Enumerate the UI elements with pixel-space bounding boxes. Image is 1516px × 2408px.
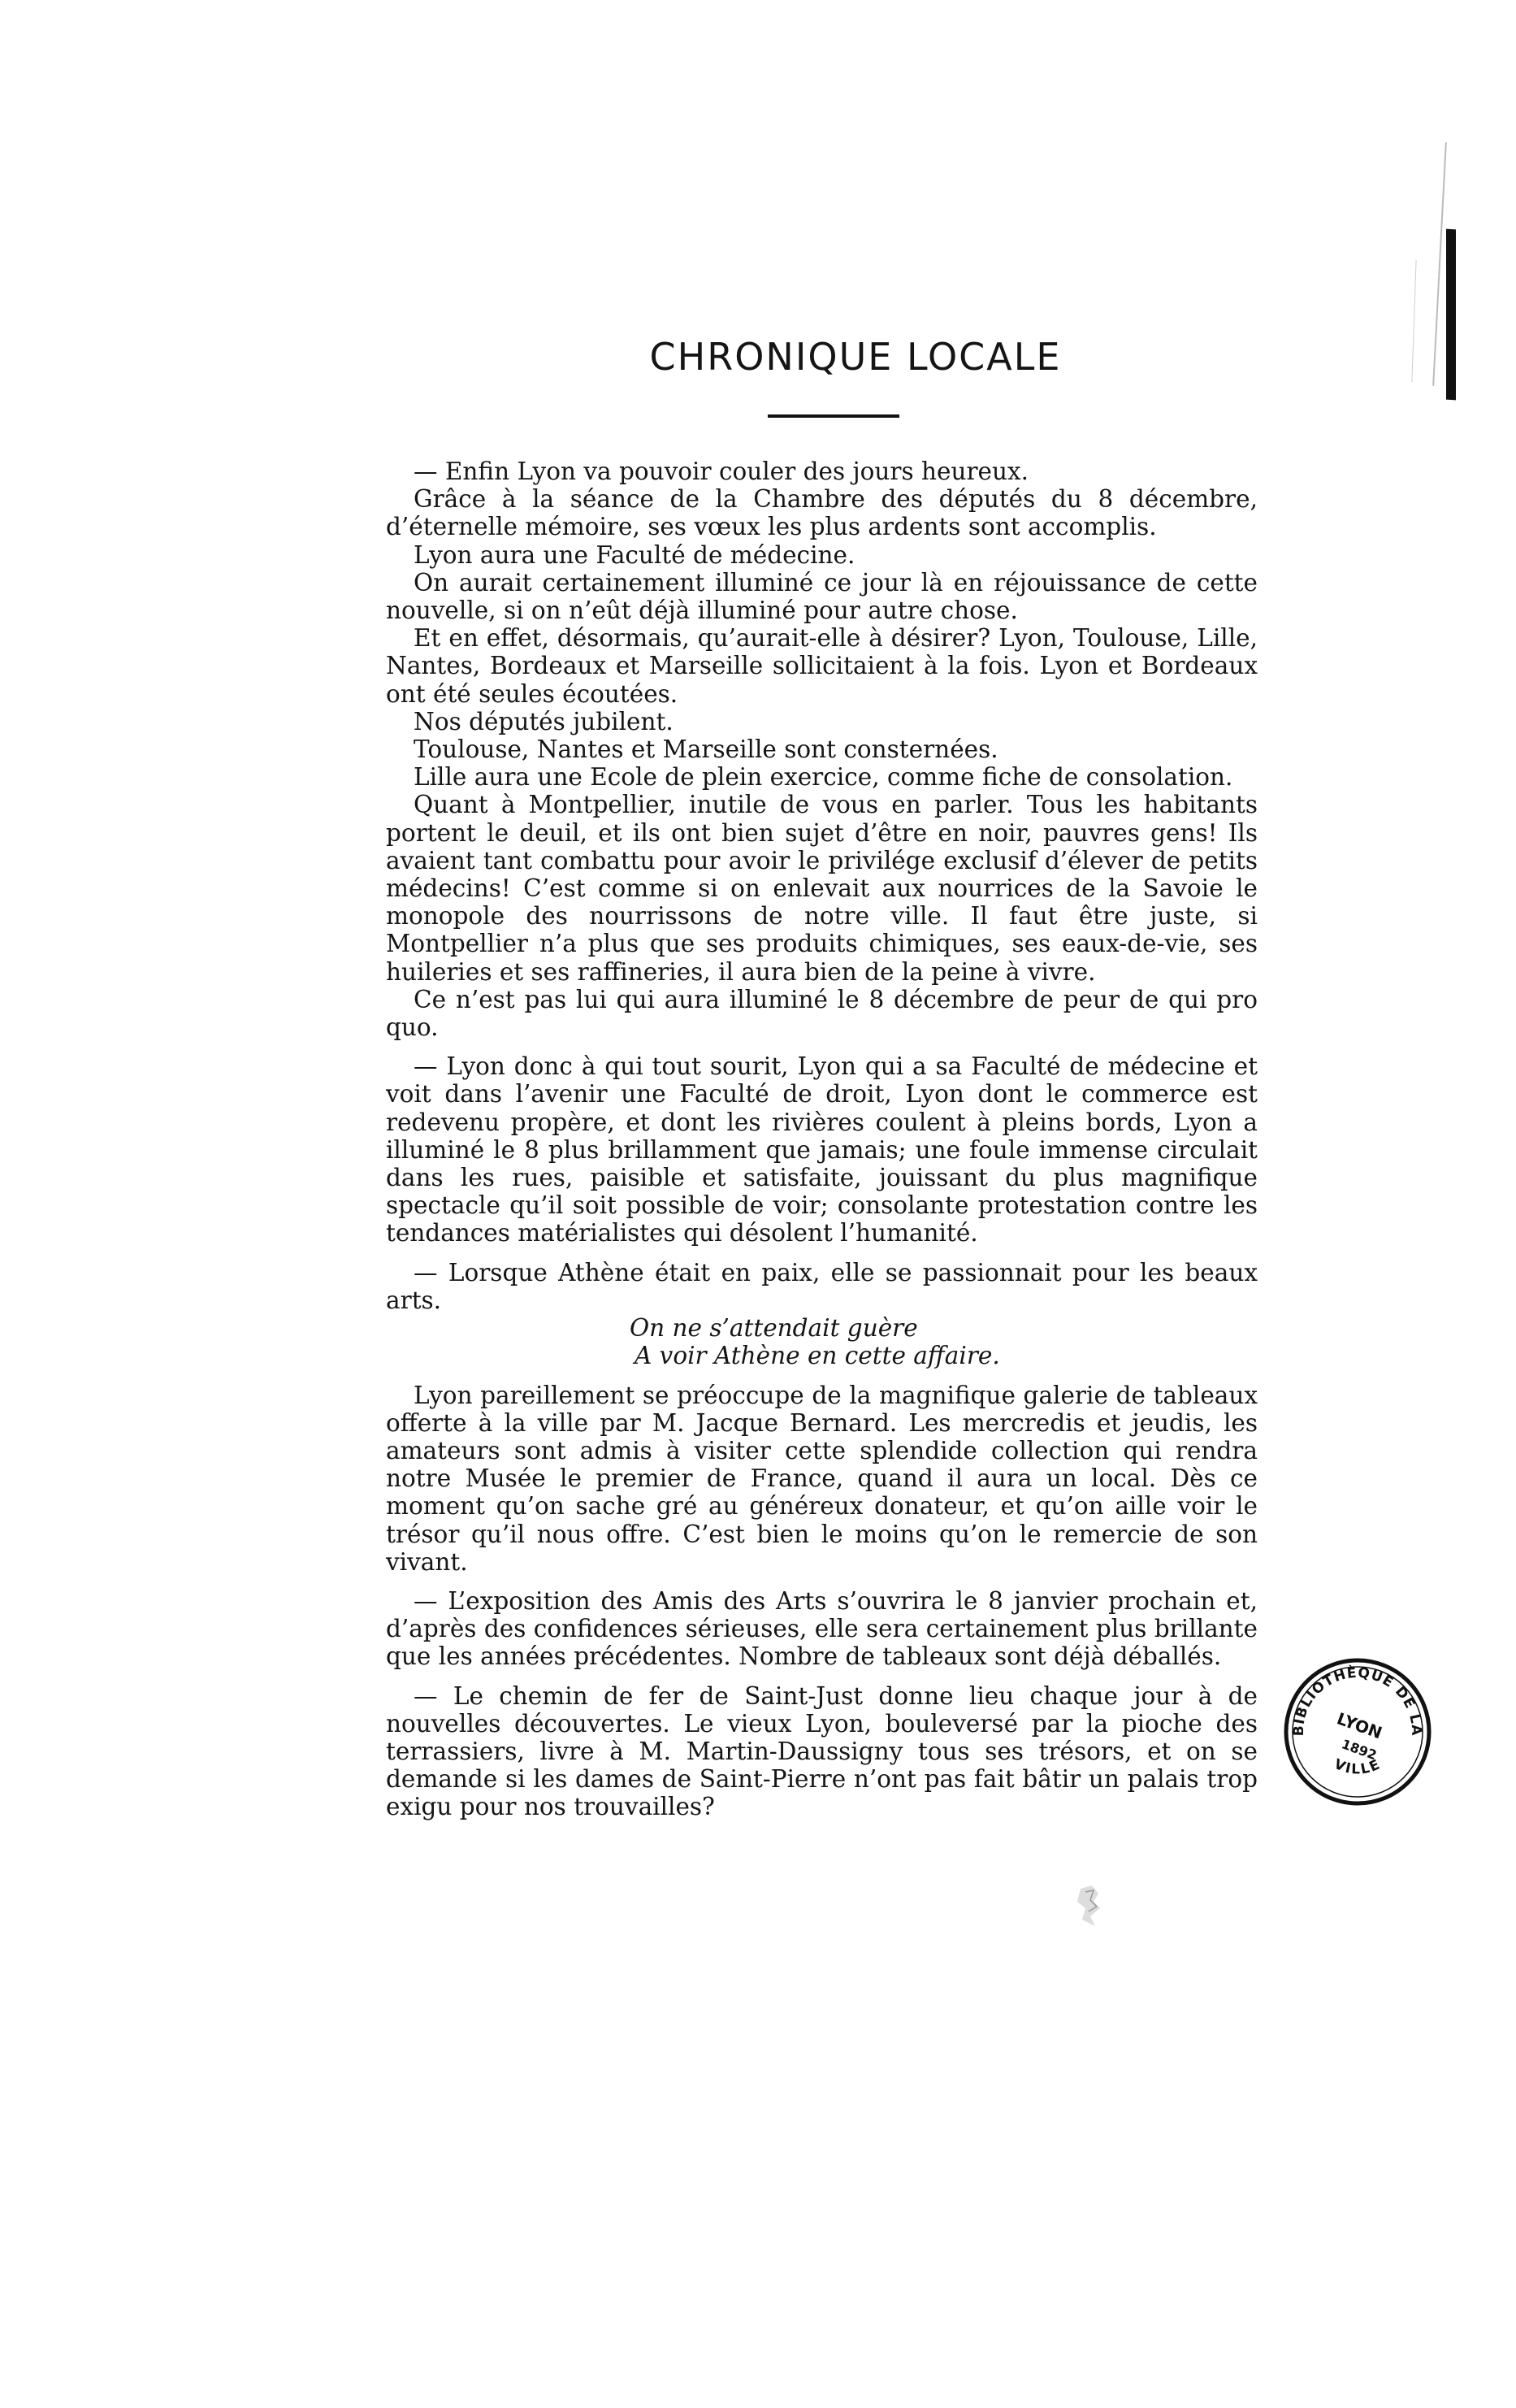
verse-quote [386, 1314, 1258, 1369]
stamp-top-text: BIBLIOTHÈQUE DE LA [1290, 1664, 1425, 1737]
paragraph: On aurait certainement illuminé ce jour là en réjouissance de cette nouvelle, si on n’eût déjà illuminé pour autre chose. [386, 568, 1258, 625]
verse-line: A voir Athène en cette affaire. [635, 1342, 1000, 1370]
library-stamp [1282, 1656, 1433, 1807]
paragraph: Grâce à la séance de la Chambre des députés du 8 décembre, d’éternelle mémoire, ses vœux les plus ardents sont accomplis. [386, 485, 1258, 541]
paragraph: Et en effet, désormais, qu’aurait-elle à désirer? Lyon, Toulouse, Lille, Nantes, Bordeaux et Marseille sollicitaient à la fois. Lyon et Bordeaux ont été seules écoutées. [386, 624, 1258, 708]
page-title: CHRONIQUE LOCALE [649, 335, 1062, 379]
stamp-center-text: LYON [1334, 1708, 1385, 1743]
stamp-bottom-text: VILLE [1331, 1755, 1384, 1778]
paragraph: Lille aura une Ecole de plein exercice, comme fiche de consolation. [414, 763, 1233, 792]
stamp-year: 1892 [1339, 1736, 1380, 1764]
article-body [386, 458, 1258, 1821]
paragraph: Lyon aura une Faculté de médecine. [414, 540, 855, 569]
paragraph: Lyon pareillement se préoccupe de la magnifique galerie de tableaux offerte à la ville par M. Jacque Bernard. Les mercredis et jeudis, les amateurs sont admis à visiter cette splendide collection qui rendra notre Musée le premier de France, quand il aura un local. Dès ce moment qu’on sache gré au généreux donateur, et qu’on aille voir le trésor qu’il nous offre. C’est bien le moins qu’on le remercie de son vivant. [386, 1381, 1258, 1576]
title-rule [768, 414, 899, 418]
paragraph: — Le chemin de fer de Saint-Just donne lieu chaque jour à de nouvelles découvertes. Le vieux Lyon, bouleversé par la pioche des terrassiers, livre à M. Martin-Daussigny tous ses trésors, et on se demande si les dames de Saint-Pierre n’ont pas fait bâtir un palais trop exigu pour nos trouvailles? [386, 1681, 1258, 1821]
paragraph: — Lyon donc à qui tout sourit, Lyon qui a sa Faculté de médecine et voit dans l’avenir une Faculté de droit, Lyon dont le commerce est redevenu propère, et dont les rivières coulent à pleins bords, Lyon a illuminé le 8 plus brillamment que jamais; une foule immense circulait dans les rues, paisible et satisfaite, jouissant du plus magnifique spectacle qu’il soit possible de voir; consolante protestation contre les tendances matérialistes qui désolent l’humanité. [386, 1052, 1258, 1247]
paragraph: Toulouse, Nantes et Marseille sont consternées. [414, 735, 998, 764]
paragraph: Ce n’est pas lui qui aura illuminé le 8 décembre de peur de qui pro quo. [386, 985, 1258, 1042]
paragraph: Quant à Montpellier, inutile de vous en parler. Tous les habitants portent le deuil, et ils ont bien sujet d’être en noir, pauvres gens! Ils avaient tant combattu pour avoir le privilége exclusif d’élever de petits médecins! C’est comme si on enlevait aux nourrices de la Savoie le monopole des nourrissons de notre ville. Il faut être juste, si Montpellier n’a plus que ses produits chimiques, ses eaux-de-vie, ses huileries et ses raffineries, il aura bien de la peine à vivre. [386, 791, 1258, 986]
ink-smudge [1074, 1884, 1105, 1929]
paragraph: — Lorsque Athène était en paix, elle se passionnait pour les beaux arts. [386, 1258, 1258, 1314]
verse-line: On ne s’attendait guère [630, 1314, 918, 1343]
paragraph: — L’exposition des Amis des Arts s’ouvrira le 8 janvier prochain et, d’après des confidences sérieuses, elle sera certainement plus brillante que les années précédentes. Nombre de tableaux sont déjà déballés. [386, 1586, 1258, 1671]
paragraph: Nos députés jubilent. [414, 707, 674, 735]
paragraph: — Enfin Lyon va pouvoir couler des jours heureux. [414, 458, 1029, 485]
